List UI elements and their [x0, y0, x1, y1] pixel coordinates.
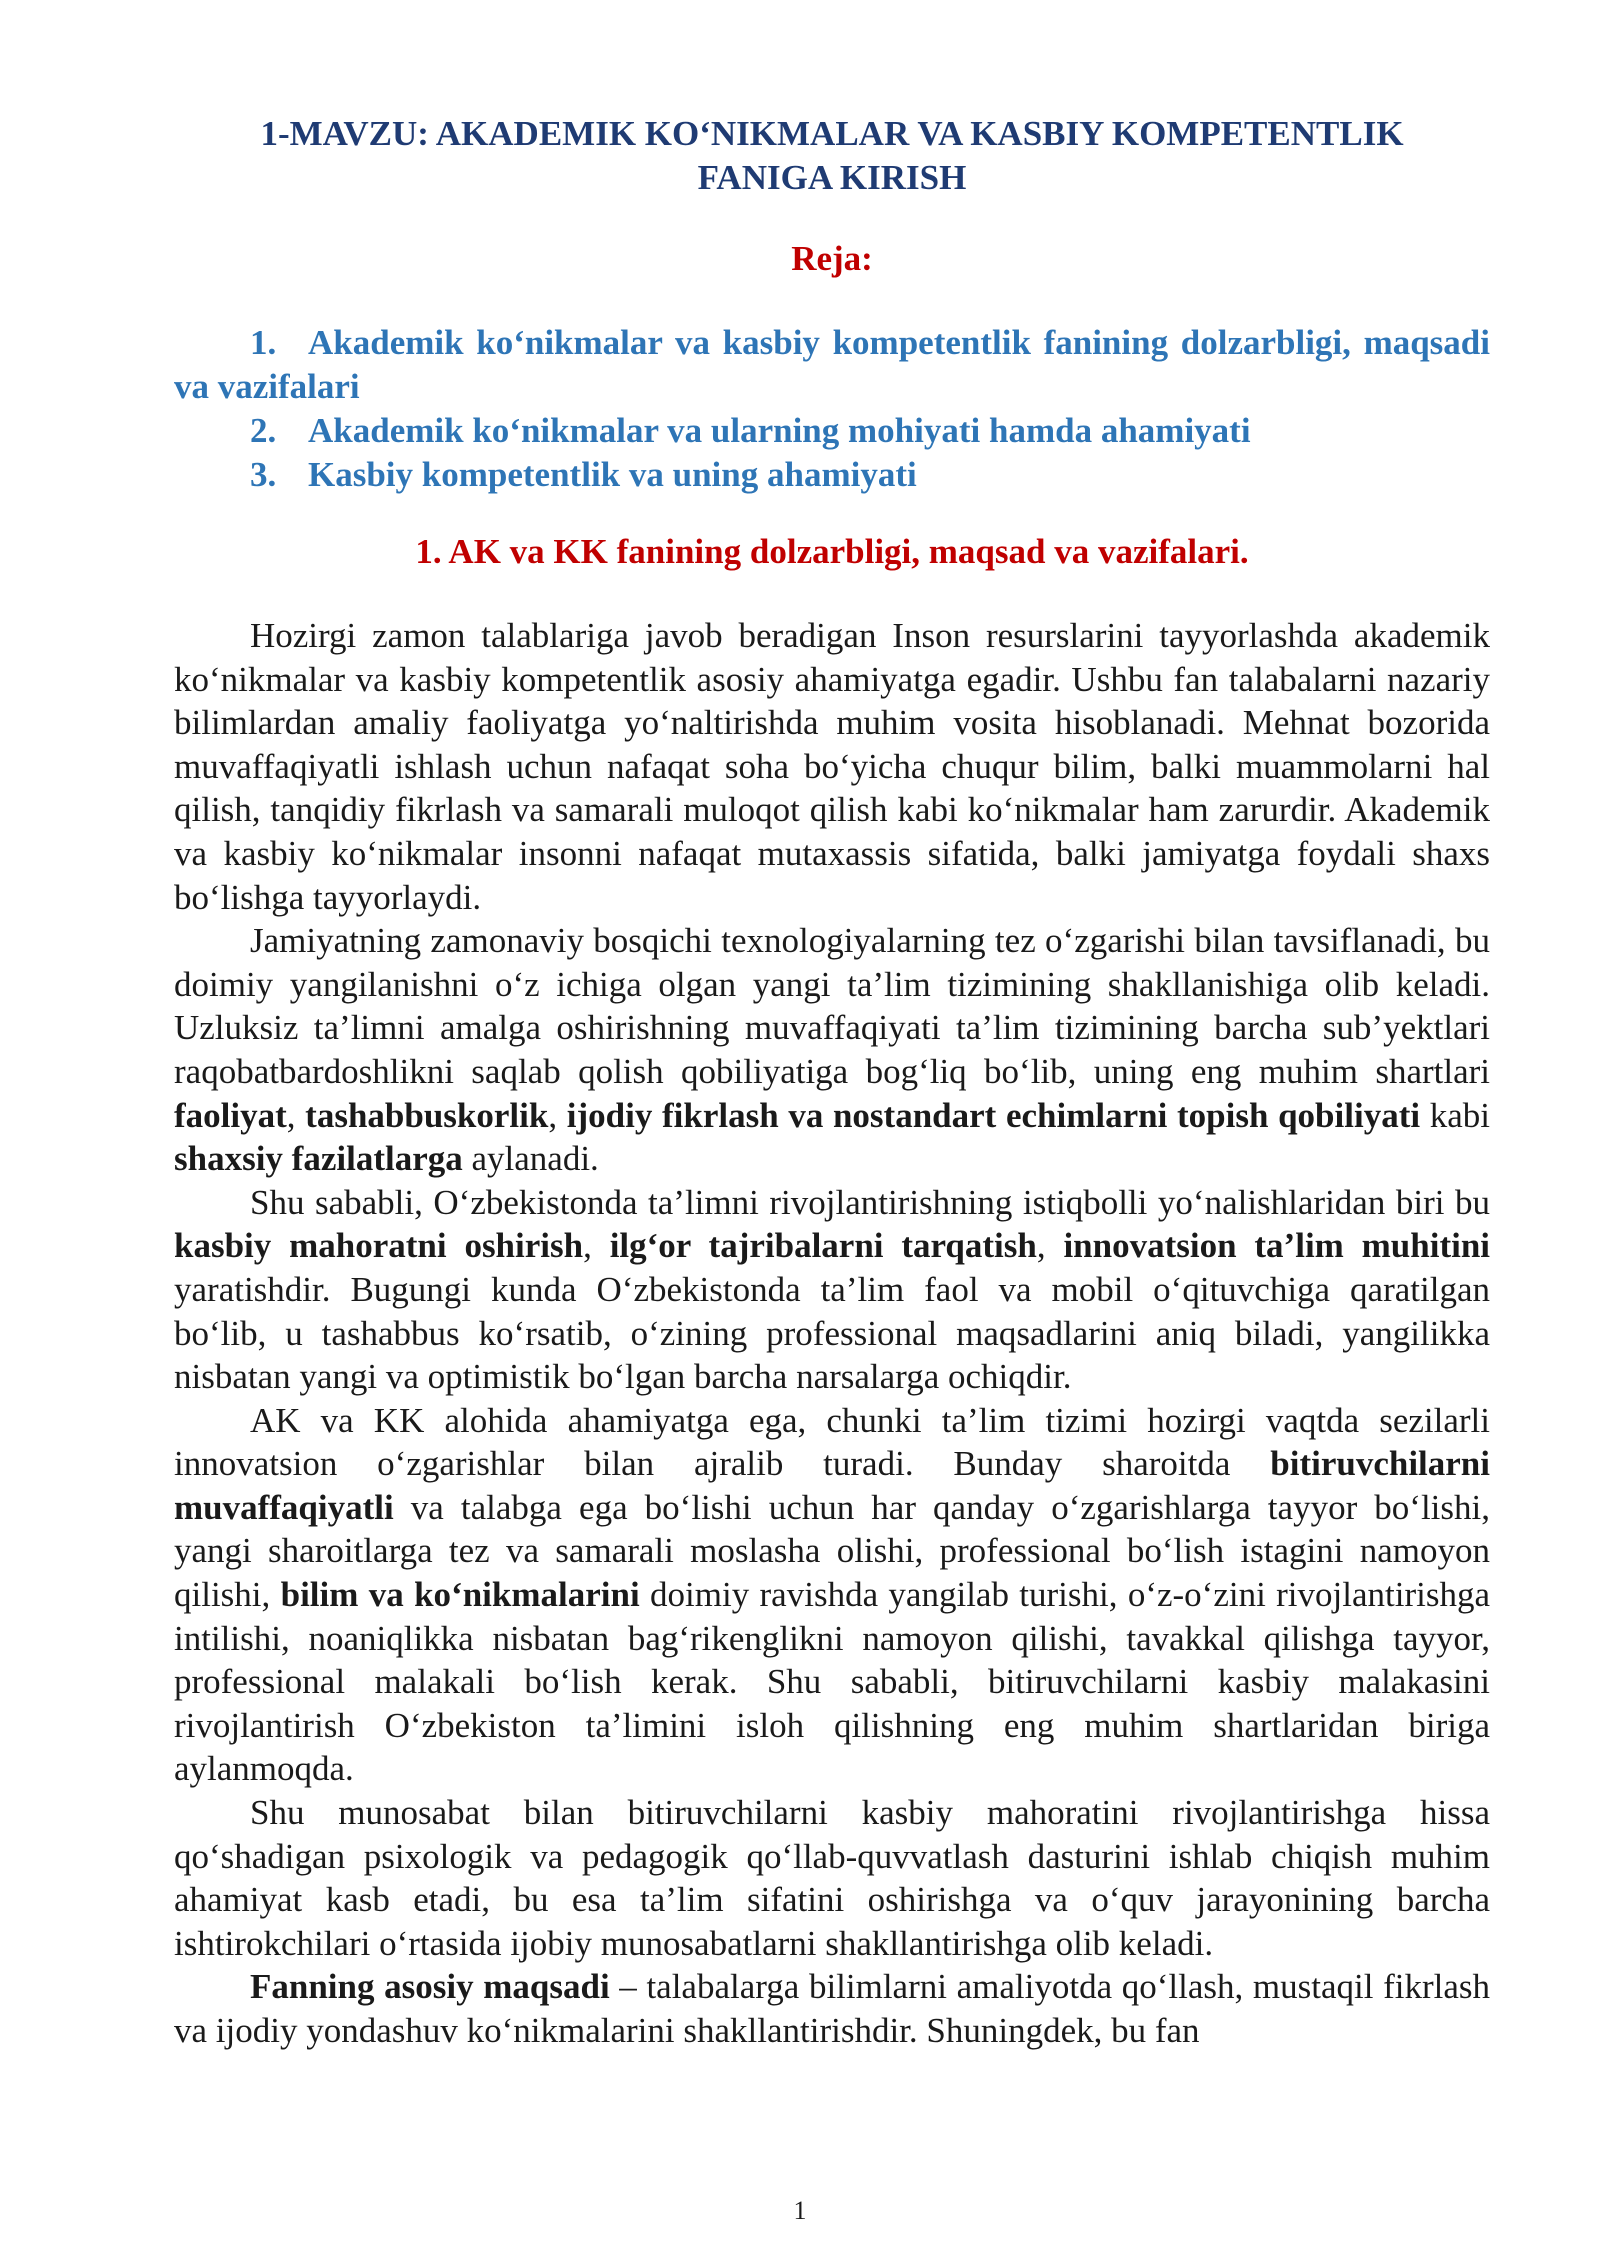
plan-item-text: Akademik ko‘nikmalar va ularning mohiyati hamda ahamiyati: [308, 411, 1251, 450]
paragraph-text: Jamiyatning zamonaviy bosqichi texnologiyalarning tez o‘zgarishi bilan tavsiflanadi, bu doimiy yangilanishni o‘z ichiga olgan yangi ta’lim tizimining shakllanishiga olib keladi. Uzluksiz ta’limni amalga oshirishning muvaffaqiyati ta’lim tizimining barcha sub’yektlari raqobatbardoshlikni saqlab qolish qobiliyatiga bog‘liq bo‘lib, uning eng muhim shartlari: [174, 921, 1490, 1091]
paragraph-text: aylanadi.: [462, 1139, 599, 1179]
body-text: [174, 614, 1490, 2053]
page-title: [174, 112, 1490, 200]
section-heading: 1. AK va KK fanining dolzarbligi, maqsad va vazifalari.: [415, 532, 1249, 571]
paragraph-text: ,: [1036, 1226, 1064, 1266]
plan-item: [174, 409, 1490, 453]
plan-item-text: Akademik ko‘nikmalar va kasbiy kompetentlik fanining dolzarbligi, maqsadi va vazifalari: [174, 323, 1490, 406]
plan-list: [174, 321, 1490, 497]
paragraph: [174, 919, 1490, 1181]
bold-phrase: innovatsion ta’lim muhitini: [1063, 1226, 1491, 1266]
bold-phrase: bitiruvchilarni muvaffaqiyatli: [174, 1444, 1490, 1527]
plan-item-number: 1.: [250, 323, 277, 362]
paragraph-text: ,: [548, 1095, 567, 1135]
paragraph-text: kabi: [1420, 1095, 1490, 1135]
plan-item-number: 2.: [250, 411, 277, 450]
paragraph-text: Shu sababli, O‘zbekistonda ta’limni rivojlantirishning istiqbolli yo‘nalishlaridan biri bu: [250, 1182, 1490, 1222]
bold-phrase: tashabbuskorlik: [305, 1095, 549, 1135]
plan-item-text: Kasbiy kompetentlik va uning ahamiyati: [308, 455, 917, 494]
paragraph-text: doimiy ravishda yangilab turishi, o‘z-o‘zini rivojlantirishga intilishi, noaniqlikka nisbatan bag‘rikenglikni namoyon qilishi, tavakkal qilishga tayyor, professional malakali bo‘lish kerak. Shu sababli, bitiruvchilarni kasbiy malakasini rivojlantirish O‘zbekiston ta’limini isloh qilishning eng muhim shartlaridan biriga aylanmoqda.: [174, 1575, 1490, 1789]
bold-phrase: ijodiy fikrlash va nostandart echimlarni topish qobiliyati: [566, 1095, 1421, 1135]
paragraph: [174, 1181, 1490, 1399]
page-number: 1: [793, 2196, 807, 2225]
paragraph: [174, 1399, 1490, 1791]
title-line-2: FANIGA KIRISH: [697, 158, 967, 197]
paragraph-text: – talabalarga bilimlarni amaliyotda qo‘llash, mustaqil fikrlash va ijodiy yondashuv ko‘nikmalarini shakllantirishdir. Shuningdek, bu fan: [174, 1967, 1490, 2050]
bold-phrase: ilg‘or tajribalarni tarqatish: [609, 1226, 1037, 1266]
bold-phrase: bilim va ko‘nikmalarini: [280, 1575, 640, 1615]
paragraph-text: va talabga ega bo‘lishi uchun har qanday o‘zgarishlarga tayyor bo‘lishi, yangi sharoitlarga tez va samarali moslasha olishi, professional bo‘lish istagini namoyon qilishi,: [174, 1487, 1490, 1615]
bold-phrase: shaxsiy fazilatlarga: [174, 1139, 463, 1179]
paragraph: [174, 1965, 1490, 2052]
paragraph: [174, 1791, 1490, 1965]
paragraph-text: AK va KK alohida ahamiyatga ega, chunki ta’lim tizimi hozirgi vaqtda sezilarli innovatsion o‘zgarishlar bilan ajralib turadi. Bunday sharoitda: [174, 1400, 1490, 1484]
plan-item-number: 3.: [250, 455, 277, 494]
bold-phrase: Fanning asosiy maqsadi: [250, 1967, 610, 2007]
paragraph-text: yaratishdir. Bugungi kunda O‘zbekistonda ta’lim faol va mobil o‘qituvchiga qaratilgan bo‘lib, u tashabbus ko‘rsatib, o‘zining professional maqsadlarini aniq biladi, yangilikka nisbatan yangi va optimistik bo‘lgan barcha narsalarga ochiqdir.: [174, 1269, 1490, 1397]
bold-phrase: kasbiy mahoratni oshirish: [174, 1226, 584, 1266]
plan-item: [174, 321, 1490, 409]
plan-heading: Reja:: [791, 239, 873, 278]
paragraph-text: ,: [583, 1226, 610, 1266]
paragraph-text: Hozirgi zamon talablariga javob beradigan Inson resurslarini tayyorlashda akademik ko‘nikmalar va kasbiy kompetentlik asosiy ahamiyatga egadir. Ushbu fan talabalarni nazariy bilimlardan amaliy faoliyatga yo‘naltirishda muhim vosita hisoblanadi. Mehnat bozorida muvaffaqiyatli ishlash uchun nafaqat soha bo‘yicha chuqur bilim, balki muammolarni hal qilish, tanqidiy fikrlash va samarali muloqot qilish kabi ko‘nikmalar ham zarurdir. Akademik va kasbiy ko‘nikmalar insonni nafaqat mutaxassis sifatida, balki jamiyatga foydali shaxs bo‘lishga tayyorlaydi.: [174, 616, 1490, 917]
paragraph-text: Shu munosabat bilan bitiruvchilarni kasbiy mahoratini rivojlantirishga hissa qo‘shadigan psixologik va pedagogik qo‘llab-quvvatlash dasturini ishlab chiqish muhim ahamiyat kasb etadi, bu esa ta’lim sifatini oshirishga va o‘quv jarayonining barcha ishtirokchilari o‘rtasida ijobiy munosabatlarni shakllantirishga olib keladi.: [174, 1793, 1490, 1963]
bold-phrase: faoliyat: [174, 1095, 287, 1135]
paragraph: [174, 614, 1490, 919]
title-line-1: 1-MAVZU: AKADEMIK KO‘NIKMALAR VA KASBIY KOMPETENTLIK: [260, 114, 1404, 153]
plan-item: [174, 453, 1490, 497]
paragraph-text: ,: [286, 1095, 306, 1135]
